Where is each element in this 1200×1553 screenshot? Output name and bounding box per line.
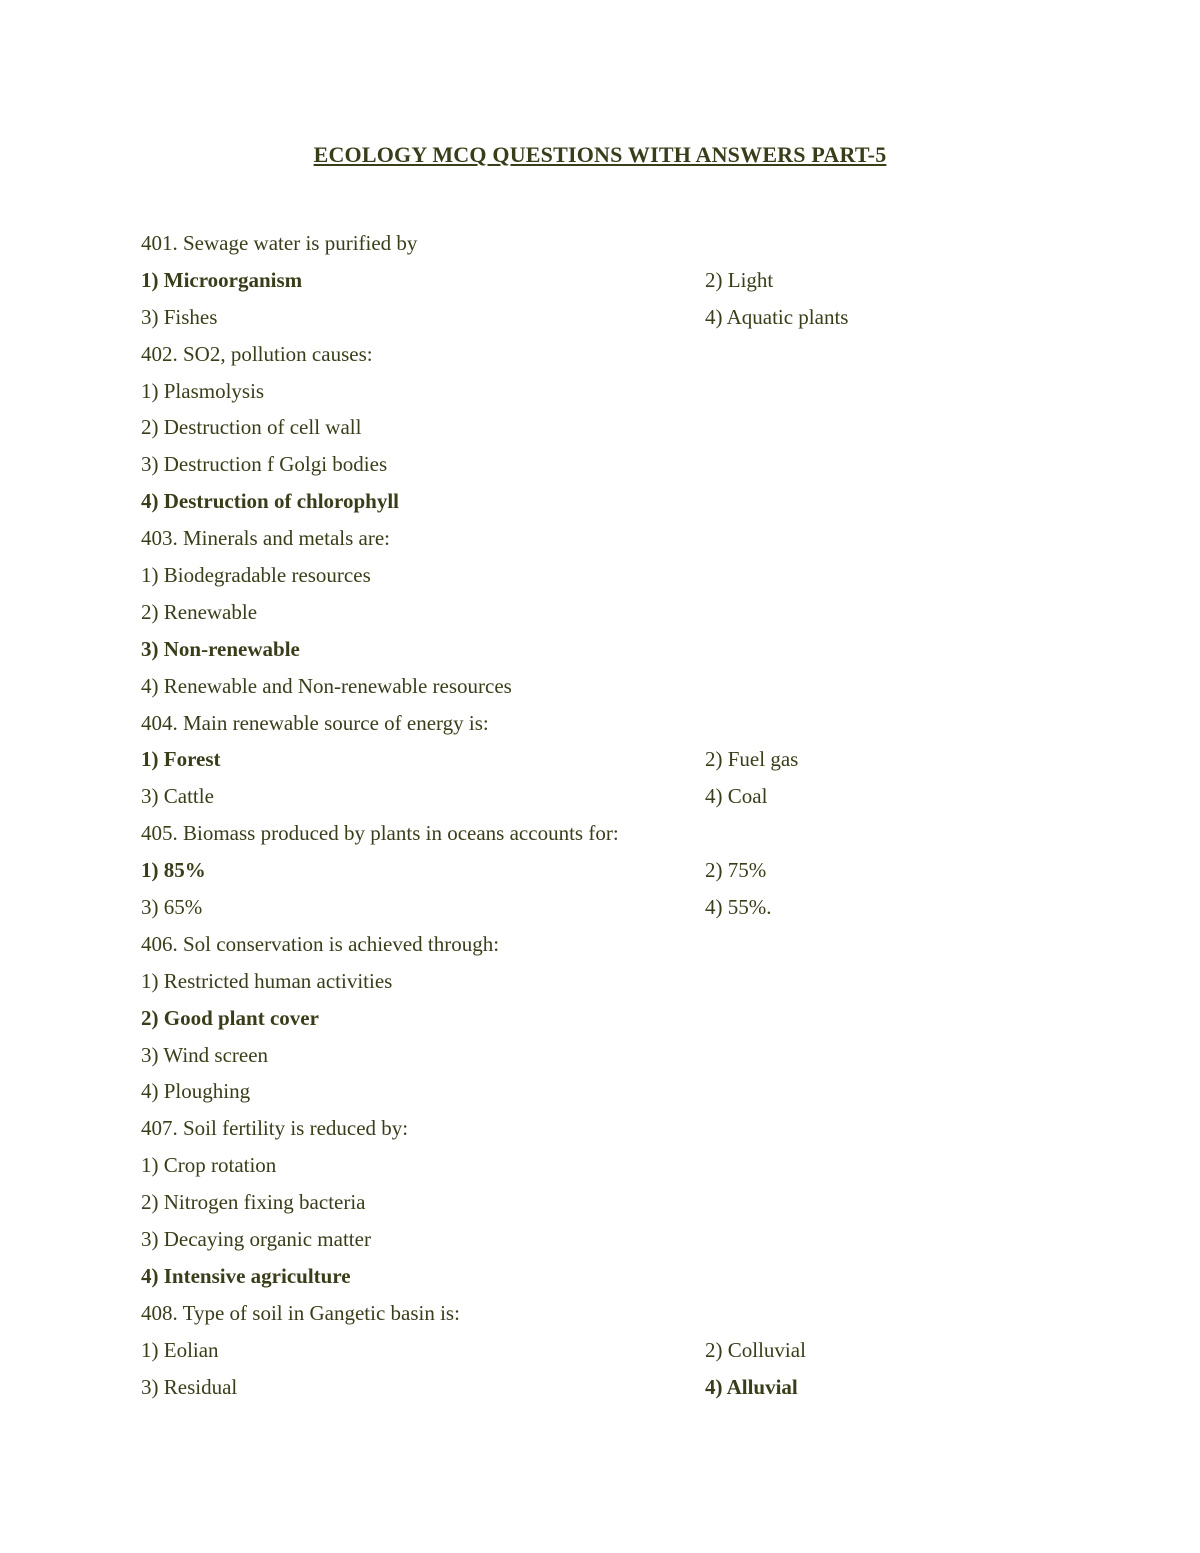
question-line xyxy=(141,225,1101,262)
option-line xyxy=(141,1221,1101,1258)
option-text: 4) 55%. xyxy=(705,895,772,920)
option-text: 1) Eolian xyxy=(141,1337,219,1362)
option-line xyxy=(141,1000,1101,1037)
option-text: 3) Decaying organic matter xyxy=(141,1227,371,1252)
question-line xyxy=(141,336,1101,373)
option-line xyxy=(141,1184,1101,1221)
option-text: 1) Biodegradable resources xyxy=(141,563,371,588)
option-text: 2) Colluvial xyxy=(705,1337,806,1362)
option-line xyxy=(141,594,1101,631)
option-text: 4) Destruction of chlorophyll xyxy=(141,489,400,514)
option-line xyxy=(141,741,1101,778)
option-line xyxy=(141,889,1101,926)
option-text: 2) Destruction of cell wall xyxy=(141,415,362,440)
option-text: 2) Good plant cover xyxy=(141,1005,319,1030)
question-text: 402. SO2, pollution causes: xyxy=(141,341,373,366)
option-text: 4) Ploughing xyxy=(141,1079,251,1104)
option-line xyxy=(141,778,1101,815)
option-text: 2) Fuel gas xyxy=(705,747,799,772)
option-line xyxy=(141,483,1101,520)
option-line xyxy=(141,1147,1101,1184)
option-line xyxy=(141,1073,1101,1110)
option-text: 1) Restricted human activities xyxy=(141,968,393,993)
document-body xyxy=(141,225,1101,1406)
question-text: 401. Sewage water is purified by xyxy=(141,231,418,255)
option-line xyxy=(141,409,1101,446)
question-line xyxy=(141,705,1101,742)
option-text: 2) 75% xyxy=(705,858,767,883)
option-line xyxy=(141,631,1101,668)
option-line xyxy=(141,668,1101,705)
option-text: 4) Renewable and Non-renewable resources xyxy=(141,673,512,698)
question-line xyxy=(141,520,1101,557)
question-text: 405. Biomass produced by plants in oceans accounts for: xyxy=(141,821,619,846)
question-text: 407. Soil fertility is reduced by: xyxy=(141,1116,409,1141)
option-text: 4) Intensive agriculture xyxy=(141,1263,351,1288)
option-line xyxy=(141,262,1101,299)
option-text: 3) Destruction f Golgi bodies xyxy=(141,452,388,477)
option-text: 3) Cattle xyxy=(141,784,214,809)
option-line xyxy=(141,1369,1101,1406)
question-line xyxy=(141,815,1101,852)
question-line xyxy=(141,1295,1101,1332)
option-text: 1) Crop rotation xyxy=(141,1153,277,1178)
option-text: 4) Alluvial xyxy=(705,1374,798,1399)
option-text: 2) Nitrogen fixing bacteria xyxy=(141,1190,366,1215)
option-text: 4) Aquatic plants xyxy=(705,304,849,329)
option-line xyxy=(141,299,1101,336)
page-title: ECOLOGY MCQ QUESTIONS WITH ANSWERS PART-5 xyxy=(313,142,887,167)
option-text: 1) Microorganism xyxy=(141,267,303,292)
question-line xyxy=(141,926,1101,963)
option-text: 3) Non-renewable xyxy=(141,636,300,661)
option-line xyxy=(141,852,1101,889)
option-text: 1) Forest xyxy=(141,747,221,772)
option-line xyxy=(141,446,1101,483)
option-text: 2) Light xyxy=(705,267,774,292)
question-text: 406. Sol conservation is achieved through: xyxy=(141,931,500,956)
option-text: 3) 65% xyxy=(141,895,203,920)
option-text: 3) Residual xyxy=(141,1374,238,1399)
option-text: 1) 85% xyxy=(141,858,206,883)
option-line xyxy=(141,1258,1101,1295)
option-text: 1) Plasmolysis xyxy=(141,378,265,403)
question-text: 403. Minerals and metals are: xyxy=(141,526,391,551)
option-text: 3) Fishes xyxy=(141,304,218,329)
option-line xyxy=(141,963,1101,1000)
question-line xyxy=(141,1110,1101,1147)
option-text: 2) Renewable xyxy=(141,599,258,624)
option-line xyxy=(141,1037,1101,1074)
option-text: 3) Wind screen xyxy=(141,1042,269,1067)
option-line xyxy=(141,1332,1101,1369)
question-text: 404. Main renewable source of energy is: xyxy=(141,710,489,735)
option-line xyxy=(141,373,1101,410)
option-text: 4) Coal xyxy=(705,784,768,809)
question-text: 408. Type of soil in Gangetic basin is: xyxy=(141,1300,460,1325)
option-line xyxy=(141,557,1101,594)
